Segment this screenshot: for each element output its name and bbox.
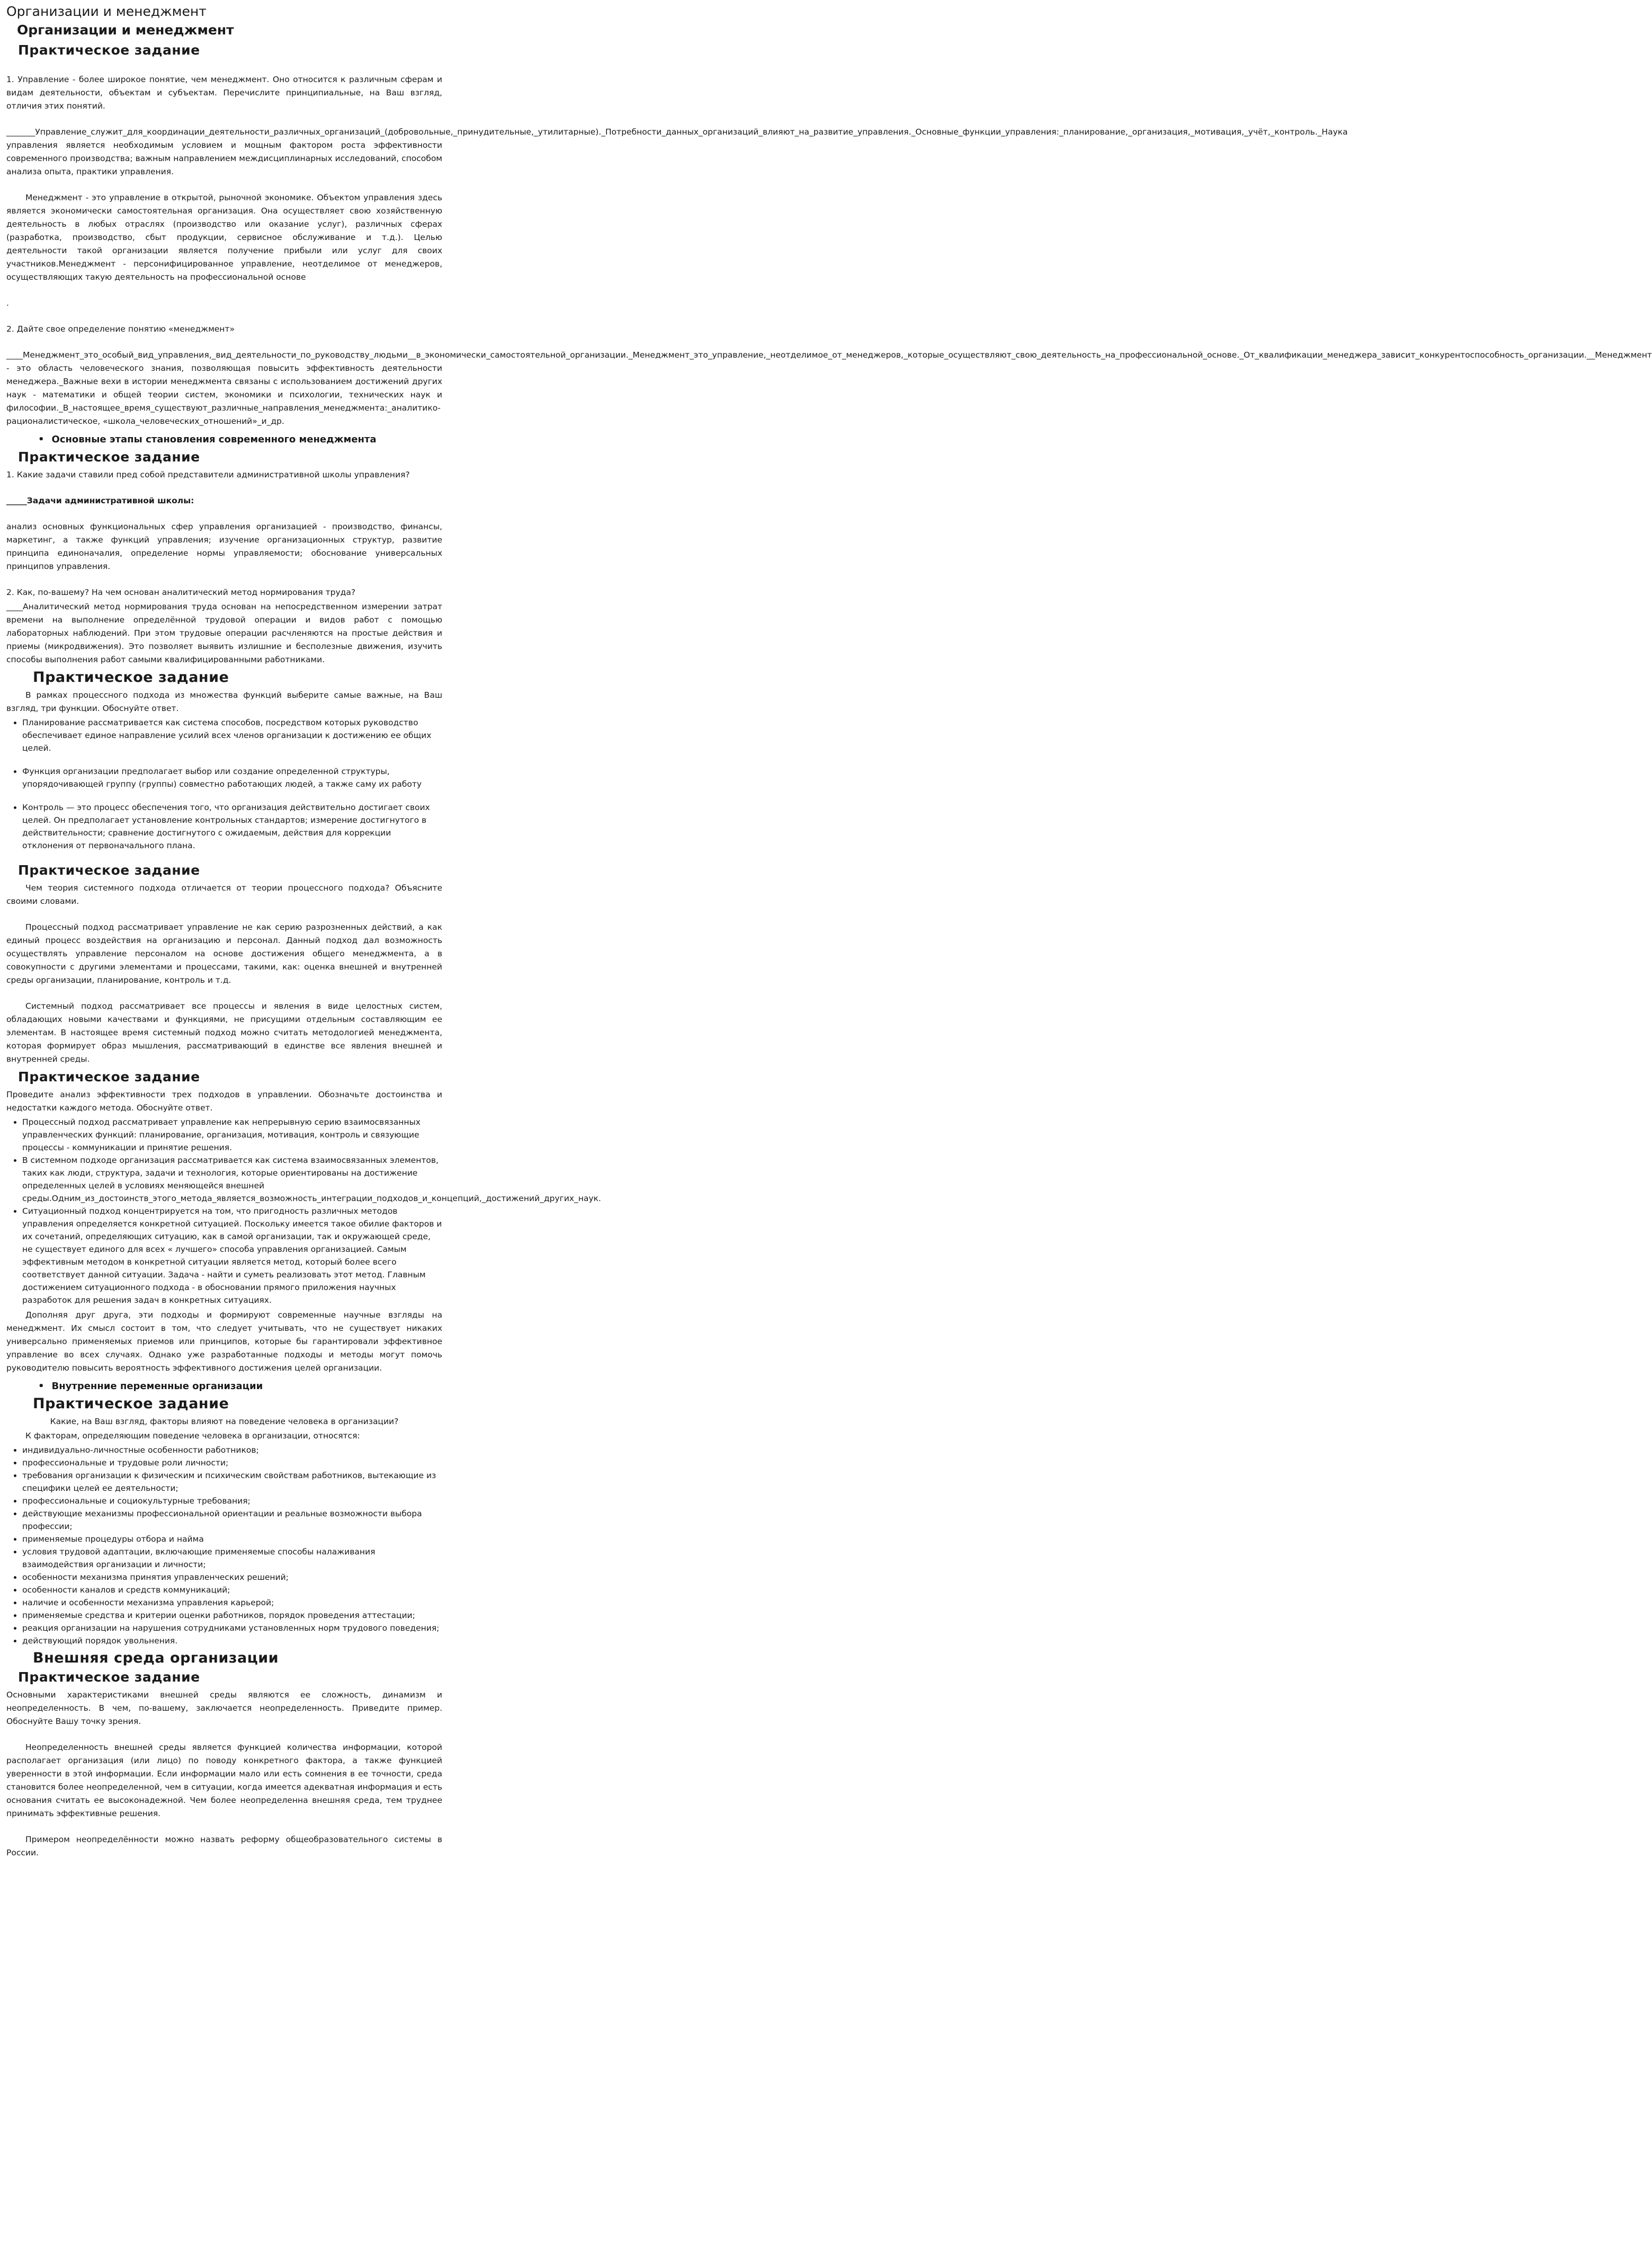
list-item: • условия трудовой адаптации, включающие применяемые способы налаживания взаимодействия организации и личности; [22, 1545, 442, 1571]
list-item: • Контроль — это процесс обеспечения того, что организация действительно достигает своих целей. Он предполагает установление контрольных стандартов; измерение достигнутого в действительности; сравнение достигнутого с ожидаемым, действия для коррекции отклонения от первоначального плана. [22, 801, 442, 852]
list-item: • Ситуационный подход концентрируется на том, что пригодность различных методов управления определяется конкретной ситуацией. Поскольку имеется такое обилие факторов и их сочетаний, определяющих ситуацию, как в самой организации, так и окружающей среде, не существует единого для всех « лучшего» способа управления организацией. Самым эффективным методом в конкретной ситуации является метод, который более всего соответствует данной ситуации. Задача - найти и суметь реализовать этот метод. Главным достижением ситуационного подхода - в обосновании прямого приложения научных разработок для решения задач в конкретных ситуациях. [22, 1205, 442, 1306]
list-item: • требования организации к физическим и психическим свойствам работников, вытекающие из специфики целей ее деятельности; [22, 1469, 442, 1495]
practice-heading-6: Практическое задание [33, 1395, 229, 1412]
s6-factors-list [6, 1444, 442, 1647]
list-item: • индивидуально-личностные особенности работников; [22, 1444, 442, 1456]
practice-heading-2: Практическое задание [18, 449, 200, 465]
s1-question-2: 2. Дайте свое определение понятию «менеджмент» [6, 324, 235, 334]
s4-question: Чем теория системного подхода отличается от теории процессного подхода? Объясните своими словами. [6, 883, 442, 906]
list-item: • действующий порядок увольнения. [22, 1634, 442, 1647]
s6-intro: К факторам, определяющим поведение человека в организации, относятся: [25, 1431, 360, 1441]
practice-heading-1: Практическое задание [18, 42, 200, 58]
s2-answer-1: анализ основных функциональных сфер управления организацией - производство, финансы, маркетинг, а также функций управления; изучение организационных структур, развитие принципа единоначалия, определение нормы управляемости; обоснование универсальных принципов управления. [6, 522, 442, 571]
list-item: • В системном подходе организация рассматривается как система взаимосвязанных элементов, таких как люди, структура, задачи и технология, которые ориентированы на достижение определенных целей в условиях меняющейся внешней среды.Одним_из_достоинств_этого_метода_является_возможность_интеграции_подходов_и_концепций,_достижений_других_наук. [22, 1154, 442, 1205]
s2-answer-2: ____Аналитический метод нормирования труда основан на непосредственном измерении затрат времени на выполнение определённой трудовой операции и видов работ с помощью лабораторных наблюдений. При этом трудовые операции расчленяются на простые действия и приемы (микродвижения). Это позволяет выявить излишние и бесполезные движения, изучить способы выполнения работ самыми квалифицированными работниками. [6, 602, 442, 664]
practice-heading-7: Практическое задание [18, 1669, 200, 1685]
s7-question: Основными характеристиками внешней среды являются ее сложность, динамизм и неопределенность. В чем, по-вашему, заключается неопределенность. Приведите пример. Обоснуйте Вашу точку зрения. [6, 1690, 442, 1726]
list-item: • профессиональные и трудовые роли личности; [22, 1456, 442, 1469]
list-item: • применяемые средства и критерии оценки работников, порядок проведения аттестации; [22, 1609, 442, 1622]
s1-question-1: 1. Управление - более широкое понятие, чем менеджмент. Оно относится к различным сферам и видам деятельности, объектам и субъектам. Перечислите принципиальные, на Ваш взгляд, отличия этих понятий. [6, 75, 442, 111]
s1-dot: . [6, 298, 9, 308]
list-item: • Функция организации предполагает выбор или создание определенной структуры, упорядочивающей группу (группы) совместно работающих людей, а также саму их работу [22, 765, 442, 790]
s3-intro: В рамках процессного подхода из множества функций выберите самые важные, на Ваш взгляд, три функции. Обоснуйте ответ. [6, 690, 442, 713]
section-heading-internal: • Внутренние переменные организации [38, 1380, 442, 1393]
s3-list [6, 716, 442, 852]
s5-intro: Проведите анализ эффективности трех подходов в управлении. Обозначьте достоинства и недостатки каждого метода. Обоснуйте ответ. [6, 1090, 442, 1113]
s7-example: Примером неопределённости можно назвать реформу общеобразовательного системы в России. [6, 1835, 442, 1857]
document-title: Организации и менеджмент [6, 4, 207, 19]
list-item: • особенности механизма принятия управленческих решений; [22, 1571, 442, 1584]
practice-heading-4: Практическое задание [18, 863, 200, 878]
section-heading-stages: • Основные этапы становления современного менеджмента [38, 433, 442, 446]
s4-system: Системный подход рассматривает все процессы и явления в виде целостных систем, обладающих новыми качествами и функциями, не присущими отдельным составляющим ее элементам. В настоящее время системный подход можно считать методологией менеджмента, которая формирует образ мышления, рассматривающий в единстве все явления внешней и внутренней среды. [6, 1001, 442, 1064]
s1-answer-1: _______Управление_служит_для_координации_деятельности_различных_организаций_(добровольные,_принудительные,_утилитарные)._Потребности_данных_организаций_влияют_на_развитие_управления._Основные_функции_управления:_планирование,_организация,_мотивация,_учёт,_контроль._Наука управления является необходимым условием и мощным фактором роста эффективности современного производства; важным направлением междисциплинарных исследований, способом анализа опыта, практики управления. [6, 127, 1348, 176]
s4-process: Процессный подход рассматривает управление не как серию разрозненных действий, а как единый процесс воздействия на организацию и персонал. Данный подход дал возможность осуществлять управление персоналом на основе достижения общего менеджмента, а в совокупности с другими элементами и процессами, такими, как: оценка внешней и внутренней среды организации, планирование, контроль и т.д. [6, 922, 442, 985]
s1-answer-2: ____Менеджмент_это_особый_вид_управления,_вид_деятельности_по_руководству_людьми__в_экономически_самостоятельной_организации._Менеджмент_это_управление,_неотделимое_от_менеджеров,_которые_осуществляют_свою_деятельность_на_профессиональной_основе._От_квалификации_менеджера_зависит_конкурентоспособность_организации.__Менеджмент - это область человеческого знания, позволяющая повысить эффективность деятельности менеджера._Важные вехи в истории менеджмента связаны с использованием достижений других наук - математики и общей теории систем, экономики и психологии, технических наук и философии._В_настоящее_время_существуют_различные_направления_менеджмента:_аналитико-рационалистическое, «школа_человеческих_отношений»_и_др. [6, 350, 1652, 426]
list-item: • наличие и особенности механизма управления карьерой; [22, 1596, 442, 1609]
s2-question-1: 1. Какие задачи ставили пред собой представители административной школы управления? [6, 470, 410, 479]
s2-question-2: 2. Как, по-вашему? На чем основан аналитический метод нормирования труда? [6, 588, 356, 597]
list-item: • профессиональные и социокультурные требования; [22, 1495, 442, 1507]
list-item: • применяемые процедуры отбора и найма [22, 1533, 442, 1545]
s2-answer-1-heading: _____Задачи административной школы: [6, 496, 194, 505]
list-item: • Процессный подход рассматривает управление как непрерывную серию взаимосвязанных управленческих функций: планирование, организация, мотивация, контроль и связующие процессы - коммуникации и принятие решения. [22, 1116, 442, 1154]
list-item: • Планирование рассматривается как система способов, посредством которых руководство обеспечивает единое направление усилий всех членов организации к достижению ее общих целей. [22, 716, 442, 754]
main-heading: Организации и менеджмент [17, 22, 234, 38]
practice-heading-3: Практическое задание [33, 669, 229, 686]
list-item: • реакция организации на нарушения сотрудниками установленных норм трудового поведения; [22, 1622, 442, 1634]
s5-list [6, 1116, 601, 1306]
s7-answer: Неопределенность внешней среды является функцией количества информации, которой располагает организация (или лицо) по поводу конкретного фактора, а также функцией уверенности в этой информации. Если информации мало или есть сомнения в ее точности, среда становится более неопределенной, чем в ситуации, когда имеется адекватная информация и есть основания считать ее высоконадежной. Чем более неопределенна внешняя среда, тем труднее принимать эффективные решения. [6, 1743, 442, 1818]
section-heading-external: Внешняя среда организации [33, 1650, 279, 1666]
list-item: • действующие механизмы профессиональной ориентации и реальные возможности выбора профессии; [22, 1507, 442, 1533]
practice-heading-5: Практическое задание [18, 1069, 200, 1085]
s6-question: Какие, на Ваш взгляд, факторы влияют на поведение человека в организации? [50, 1417, 399, 1426]
s5-summary: Дополняя друг друга, эти подходы и формируют современные научные взгляды на менеджмент. Их смысл состоит в том, что следует учитывать, что не существует никаких универсально применяемых приемов или принципов, которые бы гарантировали эффективное управление во всех случаях. Однако уже разработанные подходы и методы могут помочь руководителю повысить вероятность эффективного достижения целей организации. [6, 1310, 442, 1373]
s1-answer-1-management: Менеджмент - это управление в открытой, рыночной экономике. Объектом управления здесь является экономически самостоятельная организация. Она осуществляет свою хозяйственную деятельность в любых отраслях (производство или оказание услуг), различных сферах (разработка, производство, сбыт продукции, сервисное обслуживание и т.д.). Целью деятельности такой организации является получение прибыли или услуг для своих участников.Менеджмент - персонифицированное управление, неотделимое от менеджеров, осуществляющих такую деятельность на профессиональной основе [6, 193, 442, 282]
list-item: • особенности каналов и средств коммуникаций; [22, 1584, 442, 1596]
